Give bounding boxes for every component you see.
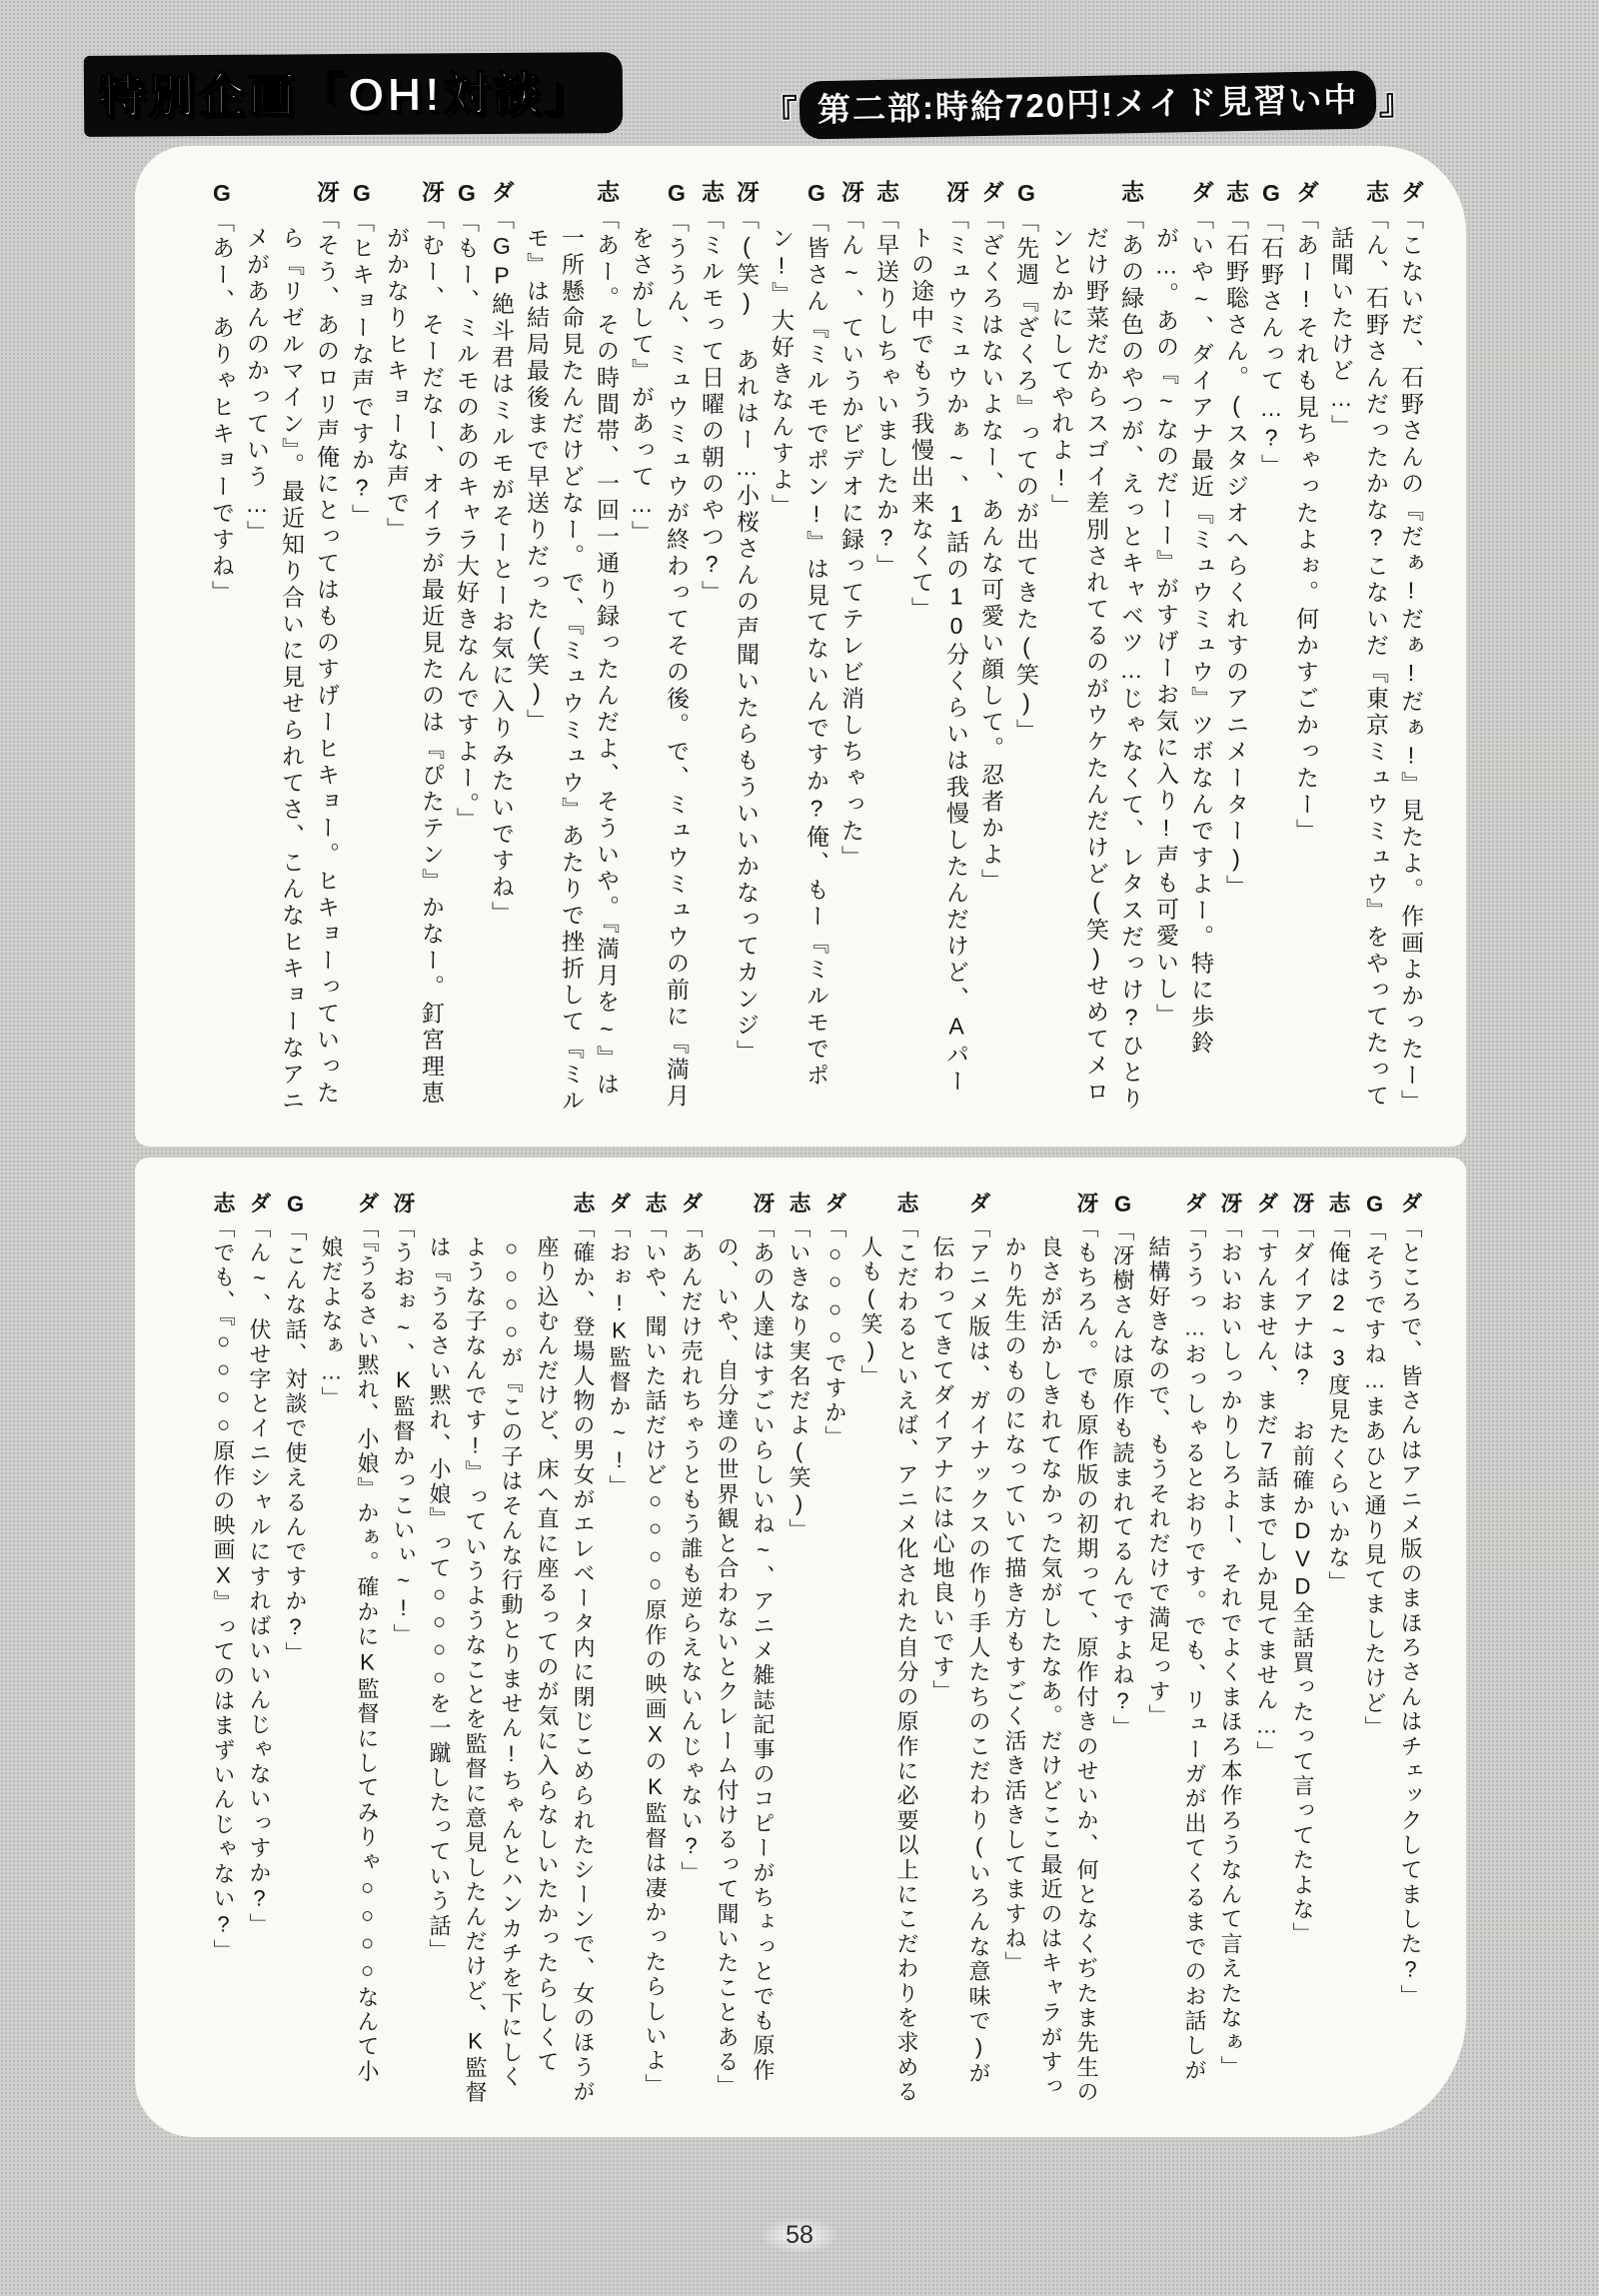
line-text: 「いきなり実名だよ(笑)」 [787,1215,811,1543]
dialogue-line [1392,1191,1428,2107]
speaker-label: 冴 [838,180,864,207]
line-text: 「ん~、伏せ字とイニシャルにすればいいんじゃないっすか?」 [247,1215,272,1939]
dialogue-line [519,180,624,1117]
speaker-label: 志 [894,1191,919,1216]
speaker-label: 志 [1223,180,1249,207]
speaker-label: 志 [699,180,725,207]
speaker-label: 冴 [751,1191,776,1216]
page-number: 58 [760,2217,839,2254]
dialogue-line [449,180,484,1117]
dialogue-line [241,1191,277,2107]
dialogue-line [1212,1191,1248,2107]
line-text: 「そうですね…まあひと通り見てましたけど」 [1362,1218,1387,1741]
speaker-label: ダ [1398,180,1424,207]
speaker-label: G [664,180,690,210]
speaker-label: ダ [1188,180,1214,207]
line-text: 「すんません、まだ7話までしか見てません…」 [1254,1215,1279,1766]
line-text: 「確か、登場人物の男女がエレベータ内に閉じこめられたシーンで、女のほうが座り込むんだけど、床へ直に座るってのが気に入らなしいたかったらしくて○○○○が『この子はそんな行動とりません!ちゃんとハンカチを下にしくような子なんです!』っていうようなことを監督に意見したんだけど、K監督は『うるさい黙れ、小娘』って○○○○を一蹴したっていう話」 [427,1215,596,2106]
speaker-label: 冴 [419,180,445,207]
speaker-label: 冴 [391,1191,416,1216]
speaker-label: ダ [607,1191,632,1216]
line-text: 「俺は2~3度見たくらいかな」 [1326,1215,1351,1596]
page-title: 特別企画「OH!対談」 [97,66,594,123]
dialogue-line [1140,1191,1212,2107]
line-text: 「ざくろはないよなー、あんな可愛い顔して。忍者かよ」 [978,206,1004,896]
line-text: 「あー。その時間帯、一回一通り録ったんだよ、そういや。『満月を~』は一所懸命見たんだけどなー。で、『ミュウミュウ』あたりで挫折して『ミルモ』は結局最後まで早送りだった(笑)」 [524,206,620,1116]
line-text: 「(笑) あれはー…小桜さんの声聞いたらもういいかなってカンジ」 [734,206,760,1067]
dialogue-panel-top [135,146,1466,1147]
dialogue-line [833,180,868,1117]
speaker-label: G [803,180,829,210]
subtitle-banner [762,70,1415,141]
speaker-label: 志 [1363,180,1389,207]
dialogue-line [1248,1191,1284,2107]
line-text: 「ううっ…おっしゃるとおりです。でも、リューガが出てくるまでのお話しが結構好きなので、もうそれだけで満足っす」 [1146,1215,1207,2084]
line-text: 「GP絶斗君はミルモがそーとーお気に入りみたいですね」 [489,206,515,928]
speaker-label: 志 [1118,180,1144,207]
line-text: 「アニメ版は、ガイナックスの作り手人たちのこだわり(いろんな意味で)が伝わってきてダイアナには心地良いです」 [930,1215,991,2087]
line-text: 「○○○○ですか」 [822,1215,847,1451]
dialogue-line [1148,180,1218,1117]
speaker-label: 志 [643,1191,668,1216]
speaker-label: 冴 [734,180,760,207]
dialogue-line [379,180,449,1117]
speaker-label: G [209,180,235,210]
line-text: 「ん~、ていうかビデオに録ってテレビ消しちゃった」 [838,206,864,872]
line-text: 「あー!それも見ちゃったよぉ。何かすごかったー」 [1293,206,1319,846]
line-text: 「冴樹さんは原作も読まれてるんですよね?」 [1110,1218,1135,1741]
line-text: 「あの緑色のやつが、えっとキャベツ…じゃなくて、レタスだっけ?ひとりだけ野菜だからスゴイ差別されてるのがウケたんだけど(笑)せめてメロンとかにしてやれよ!」 [1048,206,1144,1114]
speaker-label: ダ [978,180,1004,207]
dialogue-line [1356,1191,1392,2107]
dialogue-line [1104,1191,1140,2107]
speaker-label: ダ [1182,1191,1207,1216]
line-text: 「むー、そーだなー、オイラが最近見たのは『ぴたテン』かなー。釘宮理恵がかなりヒキョーな声で」 [384,206,445,1108]
dialogue-line [1043,180,1148,1117]
line-text: 「もちろん。でも原作版の初期って、原作付きのせいか、何となくぢたま先生の良さが活かしきれてなかった気がしたなあ。だけどここ最近のはキャラがすっかり先生のものになっていて描き方もすごく活き活きしてますね」 [1002,1215,1099,2105]
dialogue-line [344,180,379,1117]
line-text: 「早送りしちゃいましたか?」 [873,206,899,581]
line-text: 「あんだけ売れちゃうともう誰も逆らえないんじゃない?」 [679,1215,704,1886]
line-text: 「あー、ありゃヒキョーですね」 [209,209,235,607]
dialogue-line [1253,180,1288,1117]
dialogue-line [1320,1191,1356,2107]
dialogue-line [694,180,729,1117]
subtitle-band [800,70,1377,139]
speaker-label: 冴 [314,180,340,207]
line-text: 「こんな話、対談で使えるんですか?」 [283,1218,308,1667]
dialogue-line [1288,180,1323,1117]
speaker-label: G [349,180,375,210]
line-text: 「皆さん『ミルモでポン!』は見てないんですか?俺、もー『ミルモでポン!』大好きなんすよ」 [769,209,829,1090]
line-text: 「石野さんって…?」 [1258,209,1284,481]
line-text: 「こだわるといえば、アニメ化された自分の原作に必要以上にこだわりを求める人も(笑)」 [858,1215,919,2105]
dialogue-line [868,180,903,1117]
dialogue-line [764,180,833,1117]
dialogue-line [205,1191,241,2107]
line-text: 「おいおいしっかりしろよー、それでよくまほろ本作ろうなんて言えたなぁ」 [1218,1215,1243,2081]
speaker-label: 冴 [1290,1191,1315,1216]
line-text: 「ヒキョーな声ですか?」 [349,209,375,531]
speaker-label: ダ [1293,180,1319,207]
dialogue-text-top [135,146,1466,1147]
dialogue-line [1393,180,1428,1117]
dialogue-line [924,1191,996,2107]
speaker-label: 冴 [1074,1191,1099,1216]
speaker-label: 志 [211,1191,236,1216]
dialogue-line [277,1191,313,2107]
dialogue-line [1284,1191,1320,2107]
speaker-label: ダ [1254,1191,1279,1216]
line-text: 「『うるさい黙れ、小娘』かぁ。確かにK監督にしてみりゃ○○○○なんて小娘だよなぁ…」 [319,1215,380,2085]
dialogue-line [624,180,694,1117]
dialogue-line [816,1191,852,2107]
dialogue-text-bottom [135,1157,1466,2137]
dialogue-line [852,1191,924,2107]
speaker-label: 志 [787,1191,811,1216]
line-text: 「そう、あのロリ声俺にとってはものすげーヒキョー。ヒキョーっていったら『リゼルマイン』。最近知り合いに見せられてさ、こんなヒキョーなアニメがあんのかっていう…」 [244,206,340,1116]
line-text: 「いや~、ダイアナ最近『ミュウミュウ』ツボなんですよー。特に歩鈴が…。あの『~なのだーー』がすげーお気に入り!声も可愛いし」 [1153,206,1214,1058]
dialogue-line [903,180,973,1117]
dialogue-line [781,1191,816,2107]
speaker-label: G [1362,1191,1387,1219]
line-text: 「おぉ!K監督か~!」 [607,1215,632,1500]
speaker-label: ダ [966,1191,991,1216]
speaker-label: G [1258,180,1284,210]
dialogue-line [601,1191,637,2107]
dialogue-line [421,1191,601,2107]
line-text: 「うおぉ~、K監督かっこいぃ~!」 [391,1215,416,1648]
page-number-row [0,2217,1599,2254]
dialogue-line [973,180,1008,1117]
line-text: 「先週『ざくろ』ってのが出てきた(笑)」 [1013,209,1039,746]
speaker-label: ダ [1398,1191,1423,1216]
speaker-label: 冴 [943,180,969,207]
speaker-label: 冴 [1218,1191,1243,1216]
dialogue-line [673,1191,709,2107]
speaker-label: G [283,1191,308,1219]
dialogue-line [1008,180,1043,1117]
speaker-label: G [1013,180,1039,210]
page-subtitle: 第二部:時給720円!メイド見習い中 [816,80,1359,129]
title-banner [84,52,624,137]
line-text: 「もー、ミルモのあのキャラ大好きなんですよー。」 [454,209,480,834]
speaker-label: 志 [594,180,620,207]
line-text: 「ダイアナは? お前確かDVD全話買ったって言ってたよな」 [1290,1215,1315,1948]
dialogue-line [1218,180,1253,1117]
line-text: 「ミルモって日曜の朝のやつ?」 [699,206,725,607]
dialogue-line [709,1191,781,2107]
line-text: 「あの人達はすごいらしいね~、アニメ雑誌記事のコピーがちょっとでも原作の、いや、自分達の世界観と合わないとクレーム付けるって聞いたことある」 [715,1215,776,2100]
line-text: 「こないだ、石野さんの『だぁ!だぁ!だぁ!』見たよ。作画よかったー」 [1398,206,1424,1117]
speaker-label: 志 [873,180,899,207]
speaker-label: G [454,180,480,210]
speaker-label: 志 [571,1191,596,1216]
line-text: 「ん、石野さんだったかな?こないだ『東京ミュウミュウ』をやってたって話聞いたけど…」 [1328,206,1389,1111]
speaker-label: ダ [489,180,515,207]
subtitle-close-bracket: 』 [1377,80,1415,122]
dialogue-line [729,180,764,1117]
line-text: 「石野聡さん。(スタジオへらくれすのアニメーター)」 [1223,206,1249,902]
page-header [0,24,1599,134]
line-text: 「ううん、ミュウミュウが終わってその後。で、ミュウミュウの前に『満月をさがして』があって…」 [629,209,690,1111]
speaker-label: ダ [679,1191,704,1216]
line-text: 「でも、『○○○○原作の映画X』ってのはまずいんじゃない?」 [211,1215,236,1964]
dialogue-line [996,1191,1104,2107]
line-text: 「ところで、皆さんはアニメ版のまほろさんはチェックしてました?」 [1398,1215,1423,2010]
dialogue-line [313,1191,385,2107]
dialogue-line [484,180,519,1117]
dialogue-line [239,180,344,1117]
speaker-label: ダ [355,1191,380,1216]
speaker-label: ダ [247,1191,272,1216]
line-text: 「いや、聞いた話だけど○○○○原作の映画XのK監督は凄かったらしいよ」 [643,1215,668,2099]
subtitle-open-bracket: 『 [761,92,799,134]
dialogue-line [637,1191,673,2107]
speaker-label: 志 [1326,1191,1351,1216]
speaker-label: ダ [822,1191,847,1216]
dialogue-line [385,1191,421,2107]
speaker-label: G [1110,1191,1135,1219]
dialogue-panel-bottom [135,1157,1466,2137]
dialogue-line [204,180,239,1117]
line-text: 「ミュウミュウかぁ~、1話の10分くらいは我慢したんだけど、Aパートの途中でもう我慢出来なくて」 [908,206,969,1096]
dialogue-line [1323,180,1393,1117]
